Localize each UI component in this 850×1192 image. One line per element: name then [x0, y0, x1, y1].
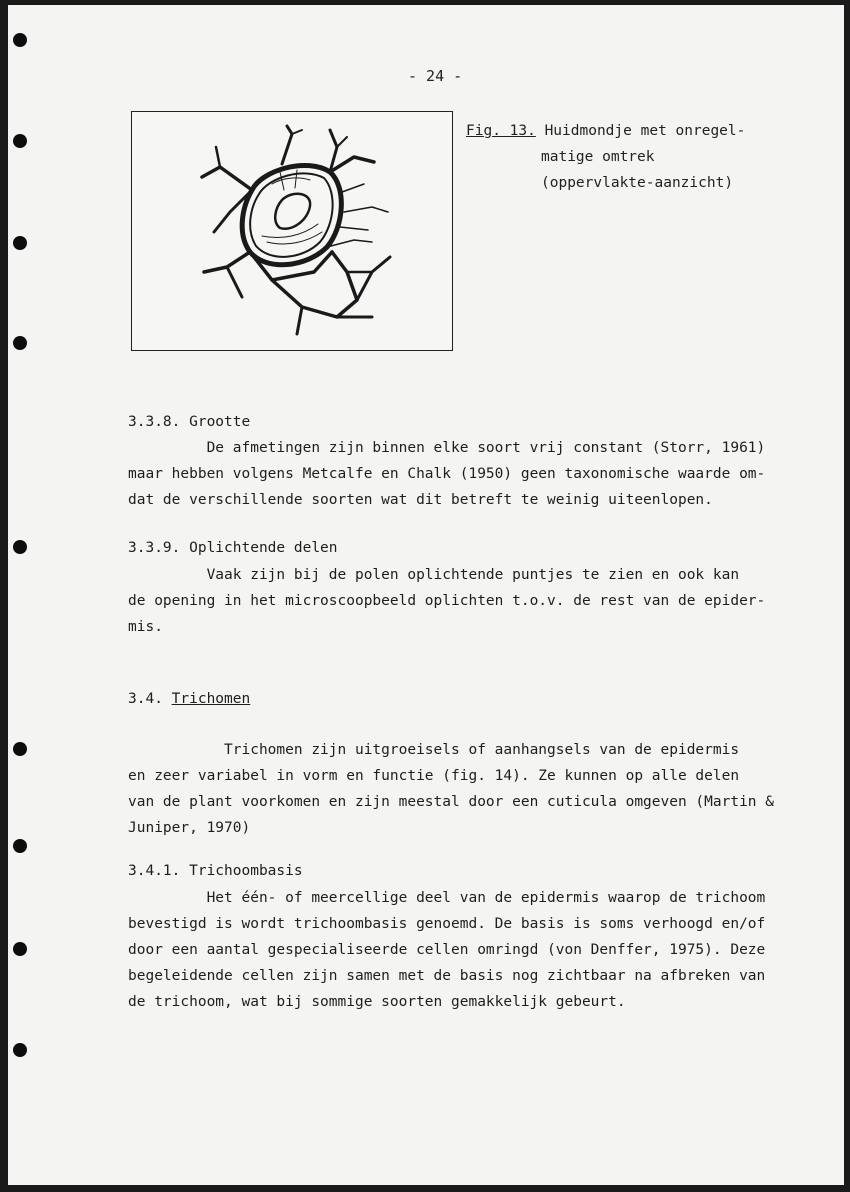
caption-line: (oppervlakte-aanzicht) [541, 175, 734, 191]
text-line: dat de verschillende soorten wat dit betreft te weinig uiteenlopen. [128, 492, 713, 508]
punch-hole [13, 33, 27, 47]
text-line: van de plant voorkomen en zijn meestal door een cuticula omgeven (Martin & [128, 794, 775, 810]
punch-hole [13, 742, 27, 756]
punch-hole [13, 942, 27, 956]
punch-hole [13, 236, 27, 250]
paragraph [128, 885, 768, 1015]
text-line: maar hebben volgens Metcalfe en Chalk (1950) geen taxonomische waarde om- [128, 466, 766, 482]
text-line: de opening in het microscoopbeeld oplichten t.o.v. de rest van de epider- [128, 593, 766, 609]
caption-line: matige omtrek [541, 149, 655, 165]
section-title: Trichomen [171, 691, 251, 707]
text-line: Het één- of meercellige deel van de epidermis waarop de trichoom [128, 890, 766, 906]
document-page [8, 5, 844, 1185]
text-line: bevestigd is wordt trichoombasis genoemd. De basis is soms verhoogd en/of [128, 916, 766, 932]
punch-hole [13, 540, 27, 554]
section-heading [128, 691, 250, 707]
punch-hole [13, 336, 27, 350]
text-line: De afmetingen zijn binnen elke soort vrij constant (Storr, 1961) [128, 440, 766, 456]
section-number: 3.4. [128, 691, 163, 707]
figure-13-box [131, 111, 453, 351]
stoma-drawing [132, 112, 452, 350]
section-heading: 3.3.9. Oplichtende delen [128, 540, 338, 556]
paragraph [128, 435, 768, 513]
page-number: - 24 - [408, 67, 463, 85]
text-line: door een aantal gespecialiseerde cellen omringd (von Denffer, 1975). Deze [128, 942, 766, 958]
punch-hole [13, 1043, 27, 1057]
caption-line: Huidmondje met onregel- [544, 123, 746, 139]
punch-hole [13, 134, 27, 148]
figure-caption [466, 118, 786, 196]
text-line: Juniper, 1970) [128, 820, 251, 836]
text-line: en zeer variabel in vorm en functie (fig. 14). Ze kunnen op alle delen [128, 768, 740, 784]
text-line: de trichoom, wat bij sommige soorten gemakkelijk gebeurt. [128, 994, 626, 1010]
punch-hole [13, 839, 27, 853]
section-heading: 3.3.8. Grootte [128, 414, 251, 430]
text-line: Vaak zijn bij de polen oplichtende puntjes te zien en ook kan [128, 567, 740, 583]
paragraph [128, 562, 768, 640]
text-line: begeleidende cellen zijn samen met de basis nog zichtbaar na afbreken van [128, 968, 766, 984]
paragraph [128, 737, 775, 841]
section-heading: 3.4.1. Trichoombasis [128, 863, 303, 879]
text-line: Trichomen zijn uitgroeisels of aanhangsels van de epidermis [128, 742, 740, 758]
text-line: mis. [128, 619, 163, 635]
figure-label: Fig. 13. [466, 123, 536, 139]
